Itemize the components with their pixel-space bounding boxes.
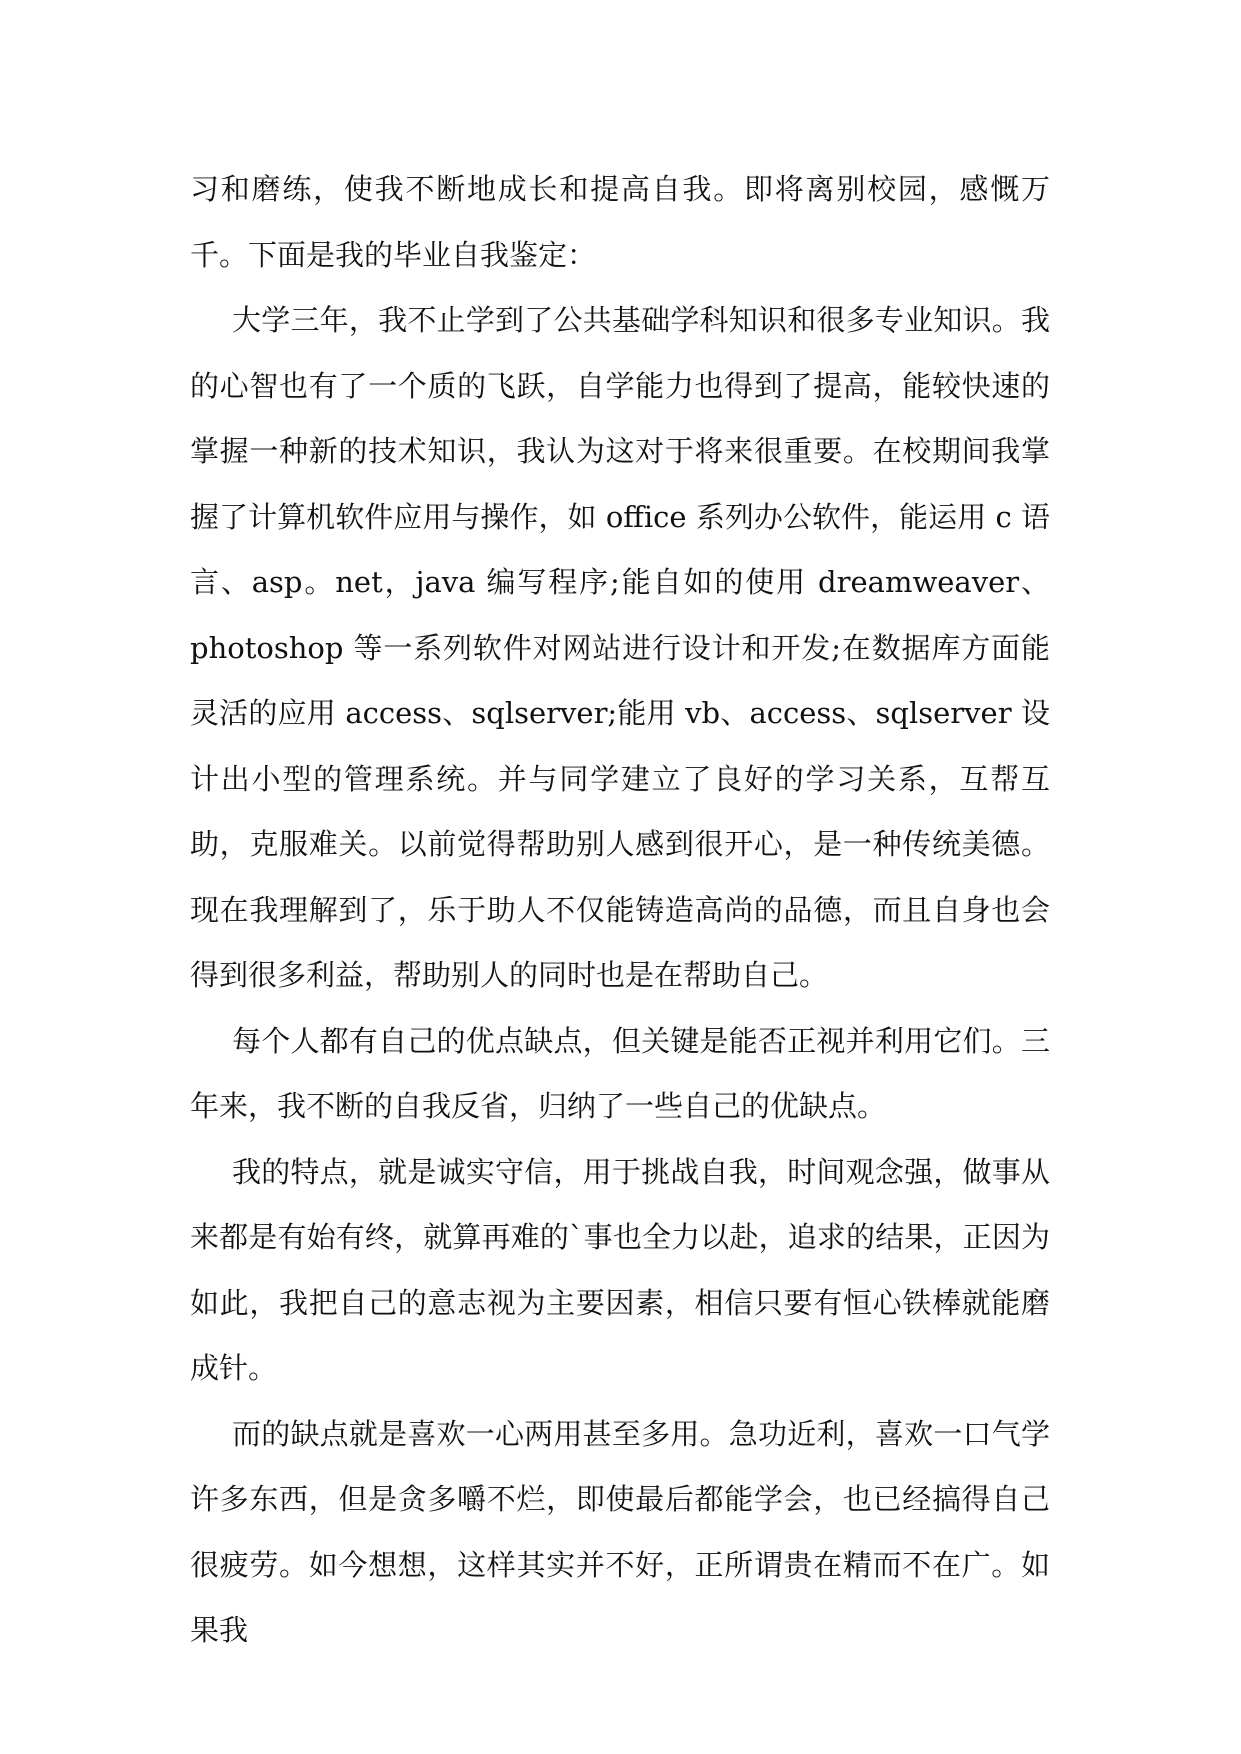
paragraph-weaknesses: 而的缺点就是喜欢一心两用甚至多用。急功近利，喜欢一口气学许多东西，但是贪多嚼不烂，即使最后都能学会，也已经搞得自己很疲劳。如今想想，这样其实并不好，正所谓贵在精而不在广。如果我 [190, 1416, 1050, 1647]
paragraph-skills: 大学三年，我不止学到了公共基础学科知识和很多专业知识。我的心智也有了一个质的飞跃，自学能力也得到了提高，能较快速的掌握一种新的技术知识，我认为这对于将来很重要。在校期间我掌握了计算机软件应用与操作，如 office 系列办公软件，能运用 c 语言、asp。net，java 编写程序;能自如的使用 dreamweaver、photoshop 等一系列软件对网站进行设计和开发;在数据库方面能灵活的应用 access、sqlserver;能用 vb、access、sqlserver 设计出小型的管理系统。并与同学建立了良好的学习关系，互帮互助，克服难关。以前觉得帮助别人感到很开心，是一种传统美德。现在我理解到了，乐于助人不仅能铸造高尚的品德，而且自身也会得到很多利益，帮助别人的同时也是在帮助自己。 [190, 303, 1050, 992]
paragraph-strengths: 我的特点，就是诚实守信，用于挑战自我，时间观念强，做事从来都是有始有终，就算再难的`事也全力以赴，追求的结果，正因为如此，我把自己的意志视为主要因素，相信只要有恒心铁棒就能磨成针。 [190, 1154, 1050, 1385]
paragraph-intro: 习和磨练，使我不断地成长和提高自我。即将离别校园，感慨万千。下面是我的毕业自我鉴定： [190, 172, 1050, 272]
document-body [190, 157, 1050, 1664]
paragraph-self-reflection: 每个人都有自己的优点缺点，但关键是能否正视并利用它们。三年来，我不断的自我反省，归纳了一些自己的优缺点。 [190, 1023, 1050, 1123]
